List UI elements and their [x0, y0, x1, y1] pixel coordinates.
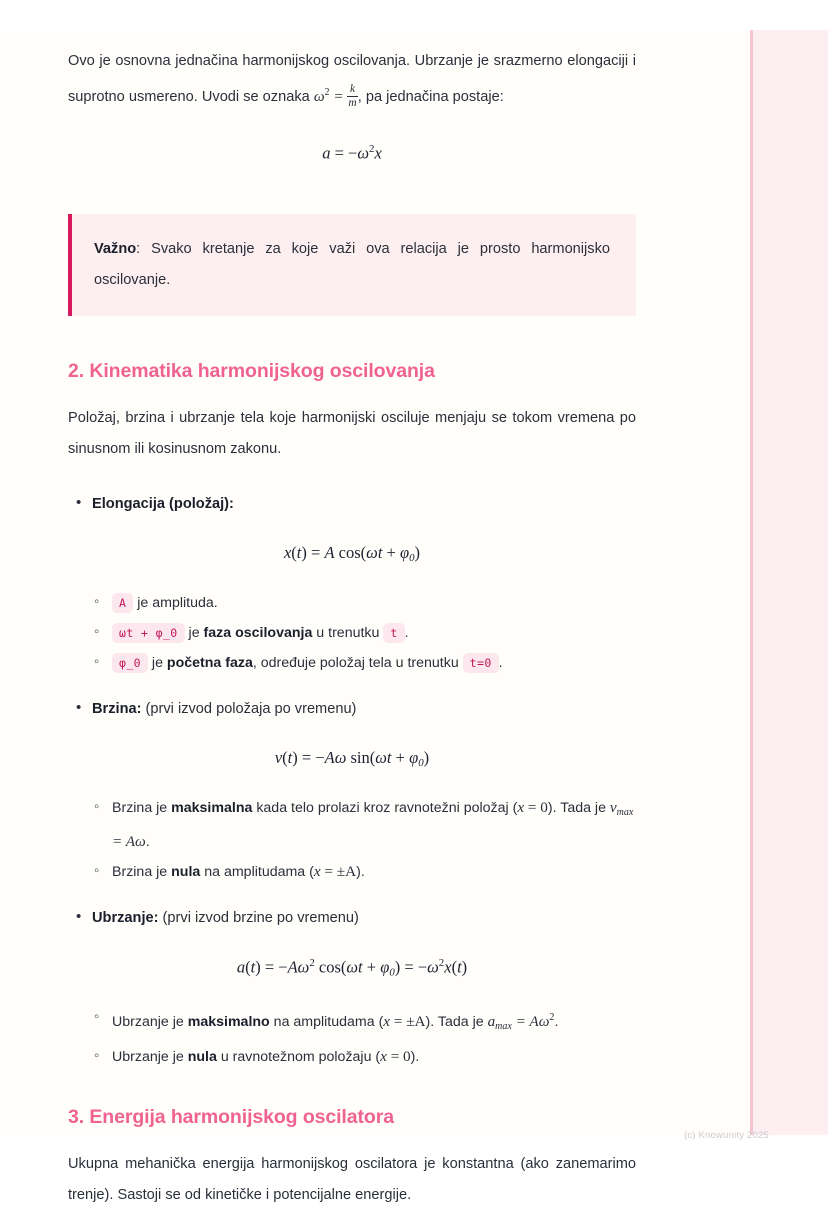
ubrzanje-nula-bold: nula — [187, 1048, 217, 1065]
inline-omega-squared: $\omega^2$ — [313, 87, 330, 106]
ubrzanje-nula-tail: ). — [410, 1048, 420, 1065]
ubrzanje-max-post: na amplitudama ( — [269, 1014, 384, 1031]
formula-acceleration-basic: $a = -\omega^2x$ — [322, 143, 382, 163]
callout-label: Važno — [94, 240, 137, 257]
ubrzanje-nula-post: u ravnotežnom položaju ( — [216, 1048, 381, 1065]
pocetna-faza-text-pre: je — [147, 654, 167, 671]
list-item-pocetna-faza — [86, 648, 636, 678]
brzina-nula-pre: Brzina je — [112, 864, 172, 881]
intro-paragraph — [68, 46, 636, 113]
important-callout — [68, 214, 636, 316]
pocetna-faza-text-post: , određuje položaj tela u trenutku — [252, 654, 463, 671]
kinematics-list — [68, 489, 636, 519]
ubrzanje-sublist — [68, 1003, 636, 1072]
faza-text-pre: je — [184, 624, 204, 641]
inline-amax: $a_{max} = A\omega^2$ — [487, 1012, 555, 1032]
formula-elongation: x(t) = A $\cos(\omega t + \varphi_0)$ — [283, 542, 421, 564]
brzina-label: Brzina: — [92, 700, 142, 717]
ubrzanje-label: Ubrzanje: — [92, 910, 159, 927]
inline-fraction-k-over-m: $\frac{k}{m}$ — [348, 83, 357, 109]
list-item-faza — [86, 618, 636, 648]
intro-text-part1: Ovo je osnovna jednačina harmonijskog oscilovanja. Ubrzanje je srazmerno elongaciji i suprotno usmereno. Uvodi se oznaka — [68, 53, 636, 106]
list-item-brzina — [68, 694, 636, 724]
inline-x-equals-plusminus-A: x = ±A — [313, 863, 357, 881]
pocetna-faza-bold: početna faza — [166, 654, 253, 671]
inline-x-equals-0: x = 0 — [517, 798, 548, 816]
ubrzanje-max-bold: maksimalno — [187, 1014, 270, 1031]
document-page — [0, 30, 828, 1203]
inline-x-equals-0-2: x = 0 — [380, 1047, 411, 1065]
ubrzanje-list — [68, 903, 636, 933]
faza-bold: faza oscilovanja — [203, 624, 313, 641]
formula-acceleration-full: $a(t) = -A\omega^2$ $\cos(\omega t + \varphi_0) = -\omega^2x(t)$ — [236, 957, 468, 979]
list-item-ubrzanje-nula — [86, 1042, 636, 1072]
elongacija-label: Elongacija (položaj): — [92, 495, 234, 512]
brzina-nula-bold: nula — [171, 864, 201, 881]
callout-paragraph — [94, 234, 610, 296]
formula-velocity: v(t) = −Aω $\sin(\omega t + \varphi_0)$ — [274, 747, 430, 769]
callout-text: : Svako kretanje za koje važi ova relacija je prosto harmonijsko oscilovanje. — [94, 240, 610, 288]
code-chip-t: t — [383, 623, 404, 643]
faza-tail: . — [404, 624, 409, 641]
intro-text-part2: , pa jednačina postaje: — [357, 89, 504, 106]
section2-paragraph: Položaj, brzina i ubrzanje tela koje harmonijski osciluje menjaju se tokom vremena po sinusnom ili kosinusnom zakonu. — [68, 409, 636, 457]
ubrzanje-max-post2: ). Tada je — [425, 1014, 488, 1031]
document-content — [68, 30, 636, 1211]
code-chip-A: A — [112, 593, 133, 613]
inline-x-equals-plusminus-A-2: x = ±A — [383, 1013, 426, 1031]
elongacija-sublist — [68, 588, 636, 678]
list-item-amplituda — [86, 588, 636, 618]
code-chip-phi0: φ_0 — [112, 653, 148, 673]
list-item-ubrzanje — [68, 903, 636, 933]
list-item-elongacija — [68, 489, 636, 519]
brzina-max-pre: Brzina je — [112, 799, 172, 816]
faza-text-post: u trenutku — [312, 624, 384, 641]
inline-equals: = — [329, 88, 348, 106]
list-item-brzina-nula — [86, 857, 636, 887]
amplituda-text: je amplituda. — [133, 594, 218, 611]
section3-paragraph: Ukupna mehanička energija harmonijskog oscilatora je konstantna (ako zanemarimo trenje). Sastoji se od kinetičke i potencijalne energije. — [68, 1155, 636, 1203]
code-chip-phase-expression: ωt + φ_0 — [112, 623, 185, 643]
ubrzanje-max-pre: Ubrzanje je — [112, 1014, 188, 1031]
copyright-watermark: (c) Knowunity 2025 — [684, 1130, 769, 1141]
section-heading-2: 2. Kinematika harmonijskog oscilovanja — [68, 359, 435, 382]
right-decorative-band — [750, 30, 828, 1135]
ubrzanje-max-tail: . — [554, 1014, 559, 1031]
section-heading-3: 3. Energija harmonijskog oscilatora — [68, 1105, 394, 1128]
brzina-max-bold: maksimalna — [171, 799, 253, 816]
list-item-brzina-maksimalna — [86, 793, 636, 858]
brzina-list — [68, 694, 636, 724]
brzina-max-post: kada telo prolazi kroz ravnotežni položaj ( — [252, 799, 518, 816]
brzina-label-suffix: (prvi izvod položaja po vremenu) — [141, 700, 357, 717]
right-band-edge-line — [750, 30, 753, 1135]
brzina-nula-post: na amplitudama ( — [200, 864, 314, 881]
code-chip-t-equals-0: t=0 — [463, 653, 499, 673]
pocetna-faza-tail: . — [498, 654, 503, 671]
ubrzanje-label-suffix: (prvi izvod brzine po vremenu) — [158, 910, 359, 927]
brzina-nula-tail: ). — [356, 864, 365, 881]
brzina-sublist — [68, 793, 636, 888]
list-item-ubrzanje-maksimalno — [86, 1003, 636, 1042]
ubrzanje-nula-pre: Ubrzanje je — [112, 1048, 188, 1065]
brzina-max-tail: . — [145, 834, 150, 851]
brzina-max-post2: ). Tada je — [547, 799, 610, 816]
inline-vmax: $v_{max} = A\omega$ — [112, 798, 634, 851]
